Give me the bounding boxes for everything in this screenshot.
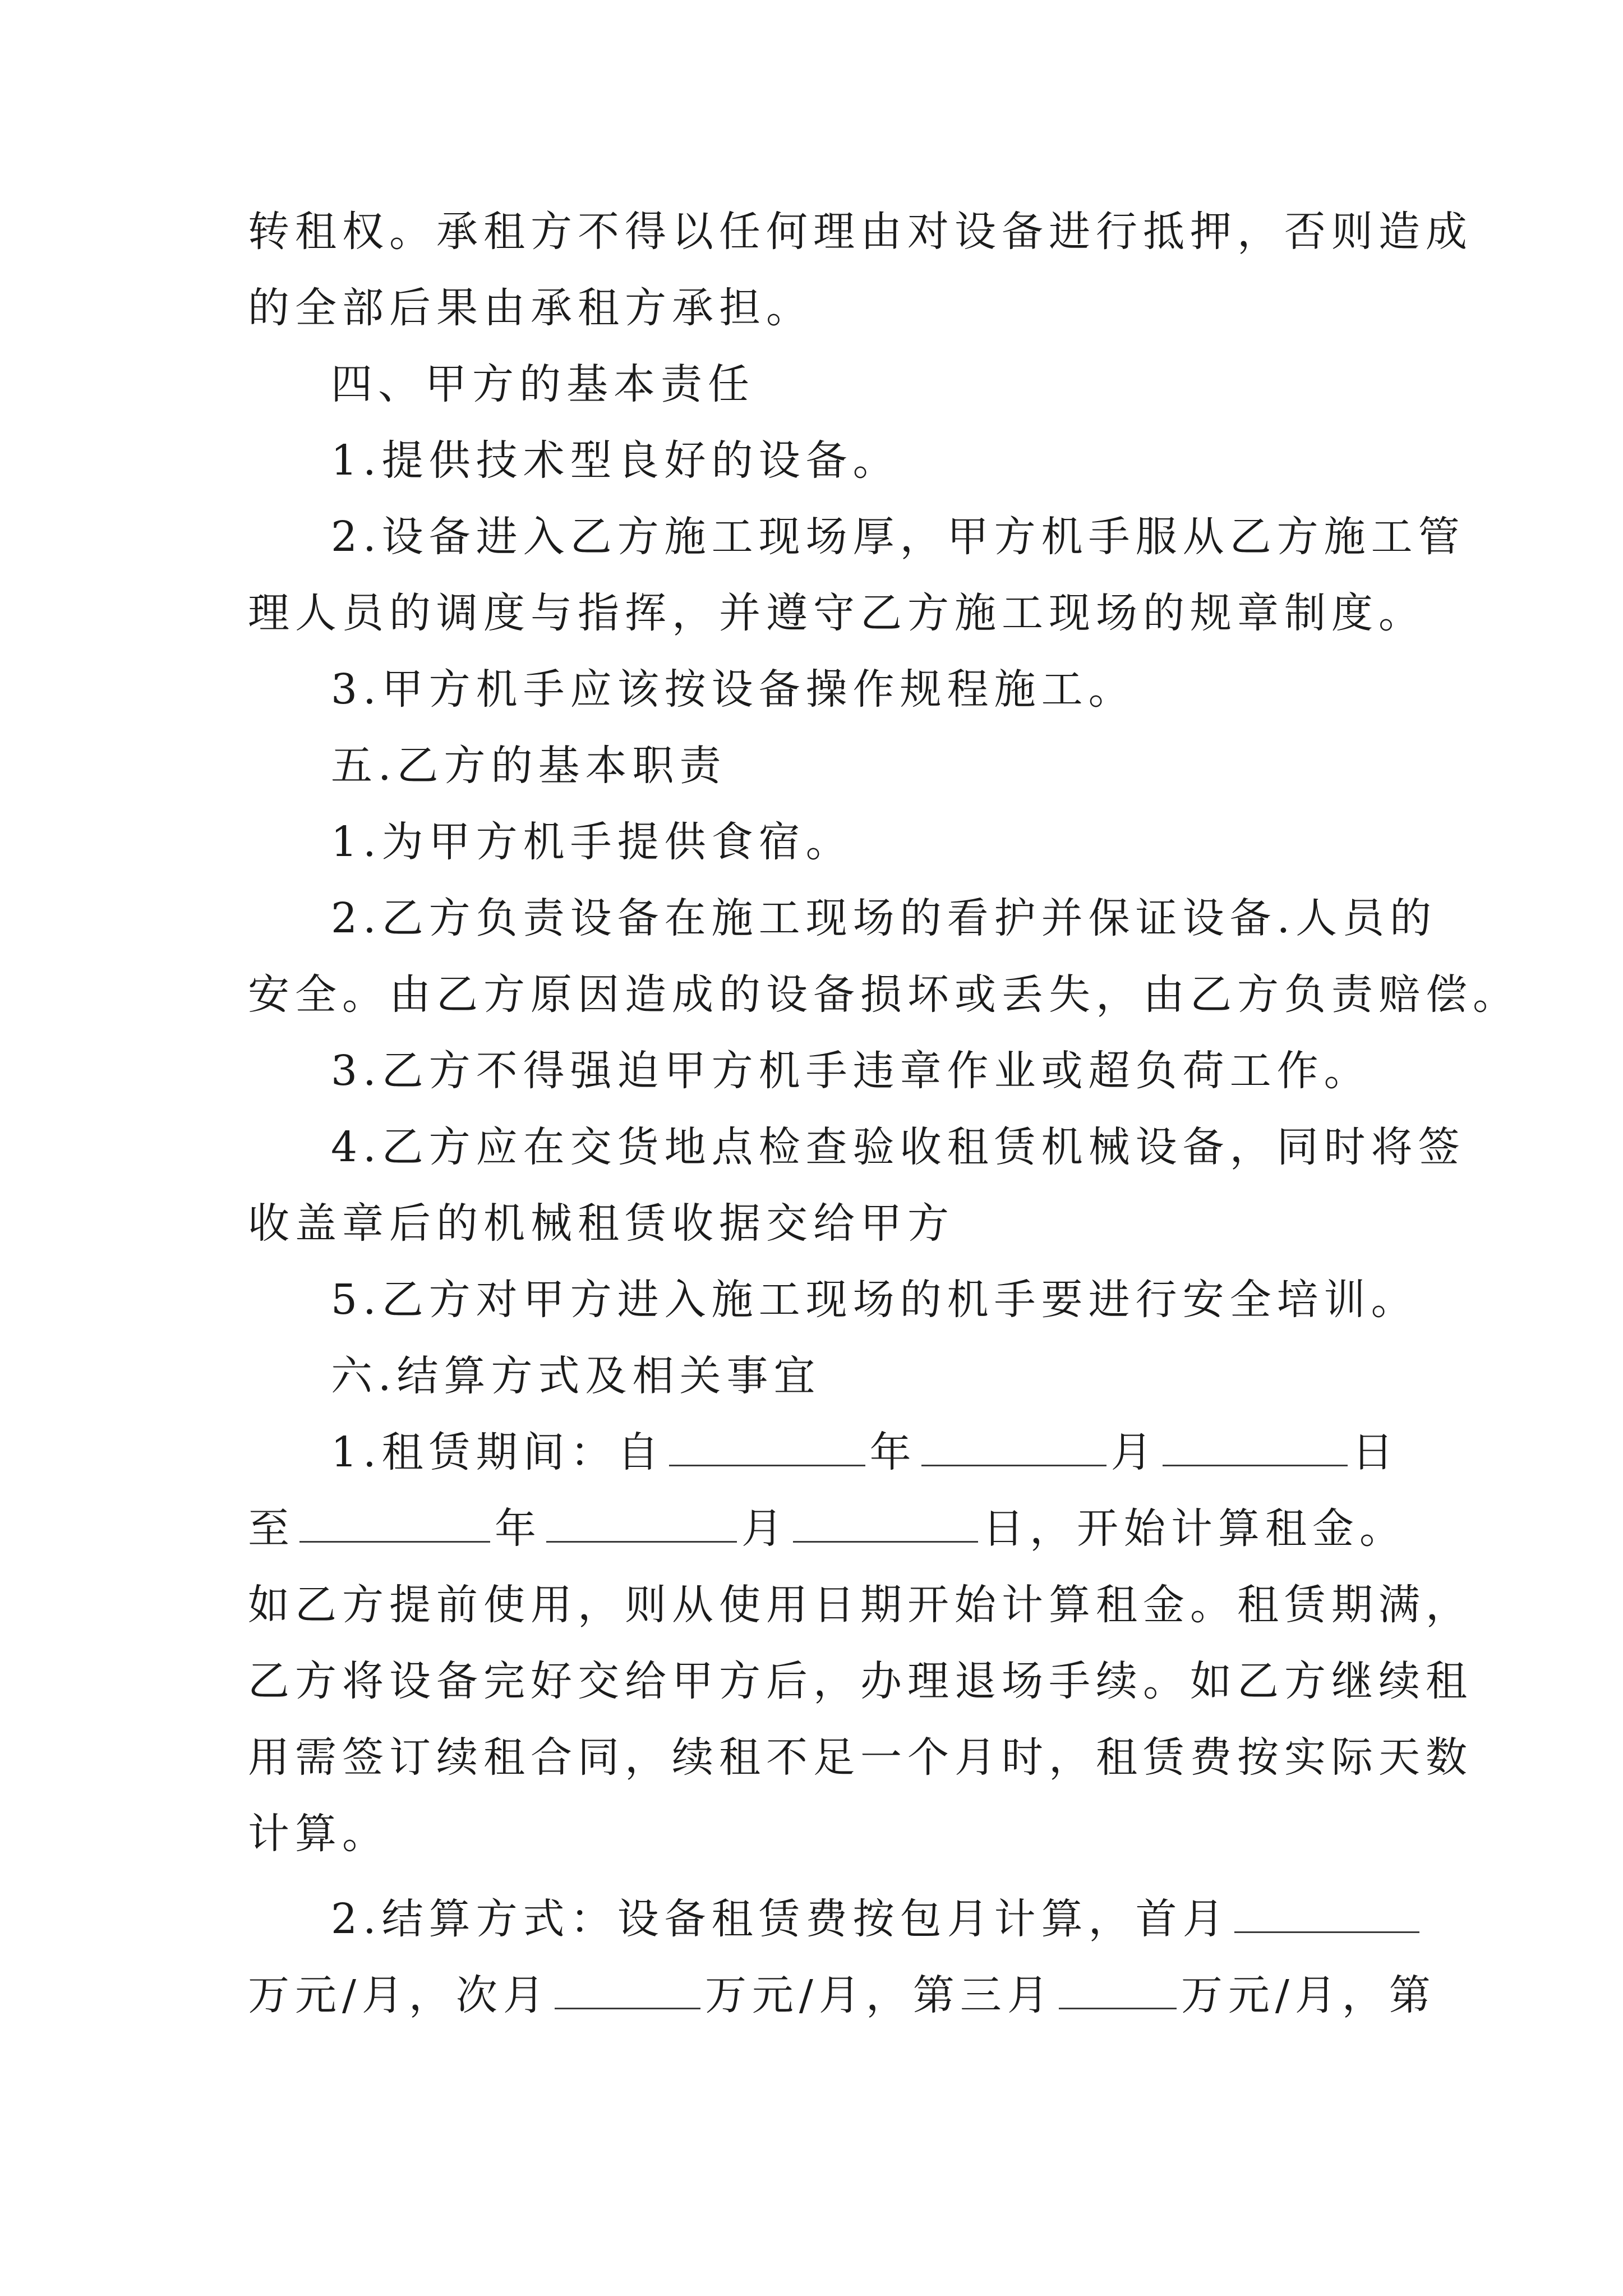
clause-a-2: 2.设备进入乙方施工现场厚，甲方机手服从乙方施工管 — [331, 513, 1465, 561]
settlement-label: 2.结算方式：设备租赁费按包月计算，首月 — [331, 1895, 1230, 1943]
clause-a-2-continued: 理人员的调度与指挥，并遵守乙方施工现场的规章制度。 — [248, 589, 1426, 637]
third-month-fee-blank — [1059, 1974, 1177, 2009]
contract-body — [248, 194, 1520, 2033]
start-day-blank — [1163, 1431, 1348, 1466]
start-month-blank — [921, 1431, 1106, 1466]
section-heading-settlement: 六.结算方式及相关事宜 — [331, 1352, 821, 1400]
year-label: 年 — [869, 1428, 917, 1476]
year-label: 年 — [495, 1504, 542, 1553]
paragraph-line: 的全部后果由承租方承担。 — [248, 284, 813, 332]
month-label: 月 — [1110, 1428, 1158, 1476]
end-year-blank — [299, 1507, 490, 1543]
unit-label-3: 万元/月，第 — [1181, 1971, 1436, 2019]
paragraph-line: 用需签订续租合同，续租不足一个月时，租赁费按实际天数 — [248, 1733, 1473, 1782]
lease-period-line — [248, 1414, 1399, 1490]
paragraph-line: 乙方将设备完好交给甲方后，办理退场手续。如乙方继续租 — [248, 1657, 1473, 1705]
clause-a-1: 1.提供技术型良好的设备。 — [331, 436, 900, 485]
clause-b-2-continued: 安全。由乙方原因造成的设备损坏或丢失，由乙方负责赔偿。 — [248, 970, 1520, 1019]
clause-b-4: 4.乙方应在交货地点检查验收租赁机械设备，同时将签 — [331, 1123, 1465, 1171]
start-year-blank — [669, 1431, 865, 1466]
clause-b-5: 5.乙方对甲方进入施工现场的机手要进行安全培训。 — [331, 1276, 1418, 1324]
day-label: 日 — [1352, 1428, 1399, 1476]
day-tail-label: 日，开始计算租金。 — [983, 1504, 1407, 1553]
to-label: 至 — [248, 1504, 295, 1553]
settlement-line — [248, 1881, 1381, 1957]
lease-period-end-line — [248, 1490, 1407, 1567]
second-month-fee-blank — [555, 1974, 700, 2009]
end-month-blank — [546, 1507, 737, 1543]
lease-period-label: 1.租赁期间：自 — [331, 1428, 665, 1476]
clause-b-2: 2.乙方负责设备在施工现场的看护并保证设备.人员的 — [331, 894, 1437, 942]
clause-b-3: 3.乙方不得强迫甲方机手违章作业或超负荷工作。 — [331, 1047, 1371, 1095]
section-heading-party-a-duties: 四、甲方的基本责任 — [331, 360, 755, 408]
paragraph-line: 计算。 — [248, 1810, 389, 1858]
clause-a-3: 3.甲方机手应该按设备操作规程施工。 — [331, 665, 1136, 714]
clause-b-1: 1.为甲方机手提供食宿。 — [331, 818, 853, 866]
end-day-blank — [793, 1507, 978, 1543]
section-heading-party-b-duties: 五.乙方的基本职责 — [331, 742, 727, 790]
unit-label-2: 万元/月，第三月 — [704, 1971, 1054, 2019]
month-label: 月 — [741, 1504, 789, 1553]
first-month-fee-blank — [1234, 1898, 1419, 1933]
unit-label-1: 万元/月，次月 — [248, 1971, 550, 2019]
paragraph-line: 如乙方提前使用，则从使用日期开始计算租金。租赁期满， — [248, 1581, 1473, 1629]
paragraph-line: 转租权。承租方不得以任何理由对设备进行抵押，否则造成 — [248, 208, 1473, 256]
clause-b-4-continued: 收盖章后的机械租赁收据交给甲方 — [248, 1199, 955, 1248]
settlement-fee-line — [248, 1957, 1436, 2033]
